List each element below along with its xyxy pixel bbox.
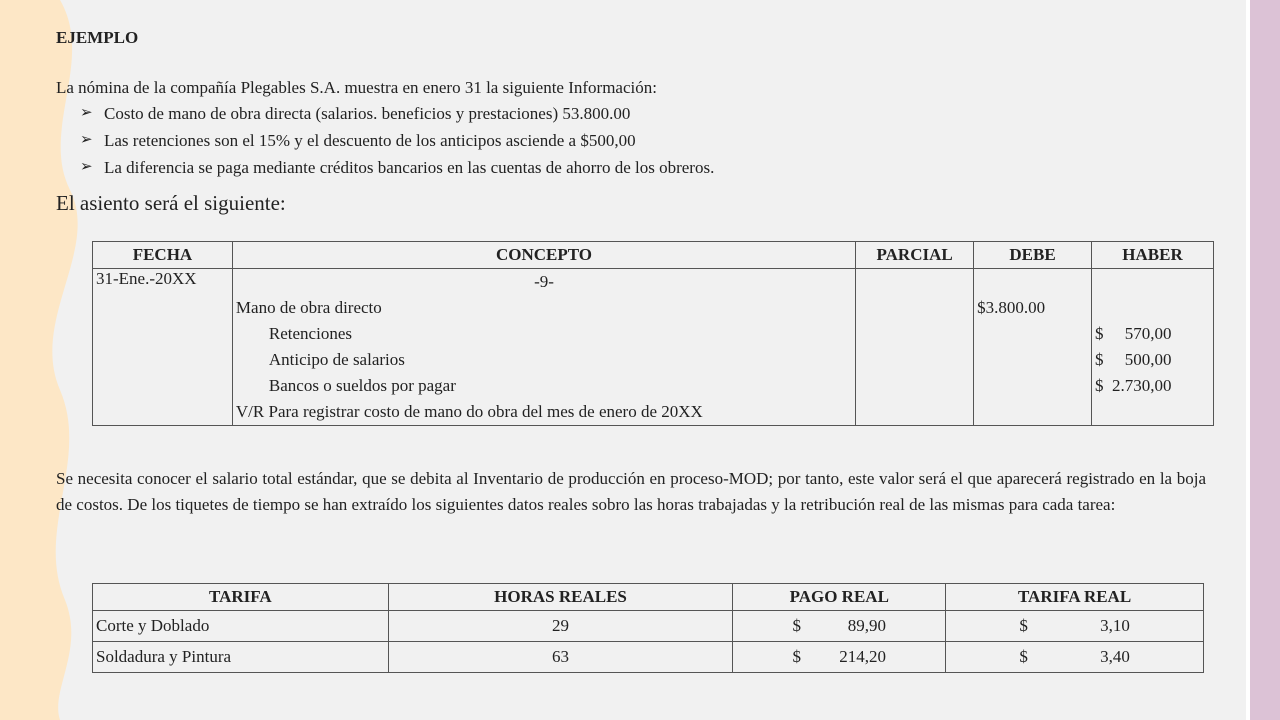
bullet-list (80, 100, 715, 181)
concepto-cell: Mano de obra directo (232, 295, 855, 321)
haber-cell: $ 570,00 (1092, 321, 1214, 347)
haber-cell: $ 500,00 (1092, 347, 1214, 373)
col-header-pago-real: PAGO REAL (733, 584, 946, 611)
concepto-cell: Anticipo de salarios (232, 347, 855, 373)
col-header-tarifa-real: TARIFA REAL (946, 584, 1204, 611)
debe-cell (974, 321, 1092, 347)
tarifa-cell: Corte y Doblado (93, 611, 389, 642)
table-row (93, 642, 1204, 673)
debe-cell (974, 347, 1092, 373)
explanation-paragraph: Se necesita conocer el salario total estándar, que se debita al Inventario de producción en proceso-MOD; por tanto, este valor será el que aparecerá registrado en la boja de costos. De los tiquetes de tiempo se han extraído los siguientes datos reales sobro las horas trabajadas y la retribución real de las mismas para cada tarea: (56, 469, 1206, 514)
horas-cell: 63 (388, 642, 733, 673)
col-header-horas-reales: HORAS REALES (388, 584, 733, 611)
tarifa-cell: Soldadura y Pintura (93, 642, 389, 673)
arrow-bullet-icon: ➢ (80, 132, 93, 148)
debe-cell: $3.800.00 (974, 295, 1092, 321)
table-row (93, 321, 1214, 347)
arrow-bullet-icon: ➢ (80, 159, 93, 175)
debe-cell (974, 373, 1092, 399)
pago-cell: $ 89,90 (733, 611, 946, 642)
table-row (93, 347, 1214, 373)
concepto-cell: Bancos o sueldos por pagar (232, 373, 855, 399)
table-row (93, 295, 1214, 321)
table-row (93, 269, 1214, 296)
arrow-bullet-icon: ➢ (80, 105, 93, 121)
intro-text: La nómina de la compañía Plegables S.A. muestra en enero 31 la siguiente Información: (56, 78, 657, 97)
heading: EJEMPLO (56, 28, 139, 47)
haber-cell (1092, 295, 1214, 321)
entry-date: 31-Ene.-20XX (93, 269, 233, 426)
col-header-tarifa: TARIFA (93, 584, 389, 611)
right-accent-strip (1250, 0, 1280, 720)
table-row (93, 373, 1214, 399)
table-row (93, 611, 1204, 642)
concepto-cell: Retenciones (232, 321, 855, 347)
col-header-concepto: CONCEPTO (232, 242, 855, 269)
tarifa-real-cell: $ 3,10 (946, 611, 1204, 642)
entry-number: -9- (232, 269, 855, 296)
subtitle: El asiento será el siguiente: (56, 191, 286, 215)
rate-table (92, 583, 1204, 673)
list-item: ➢ La diferencia se paga mediante créditos bancarios en las cuentas de ahorro de los obreros. (104, 154, 714, 181)
entry-note: V/R Para registrar costo de mano do obra del mes de enero de 20XX (232, 399, 855, 426)
table-header-row (93, 584, 1204, 611)
col-header-debe: DEBE (974, 242, 1092, 269)
journal-entry-table (92, 241, 1214, 426)
list-item: ➢ Las retenciones son el 15% y el descuento de los anticipos asciende a $500,00 (104, 127, 714, 154)
col-header-fecha: FECHA (93, 242, 233, 269)
table-row (93, 399, 1214, 426)
col-header-parcial: PARCIAL (856, 242, 974, 269)
table-header-row (93, 242, 1214, 269)
tarifa-real-cell: $ 3,40 (946, 642, 1204, 673)
col-header-haber: HABER (1092, 242, 1214, 269)
list-item: ➢ Costo de mano de obra directa (salarios. beneficios y prestaciones) 53.800.00 (104, 100, 714, 127)
pago-cell: $ 214,20 (733, 642, 946, 673)
horas-cell: 29 (388, 611, 733, 642)
haber-cell: $ 2.730,00 (1092, 373, 1214, 399)
